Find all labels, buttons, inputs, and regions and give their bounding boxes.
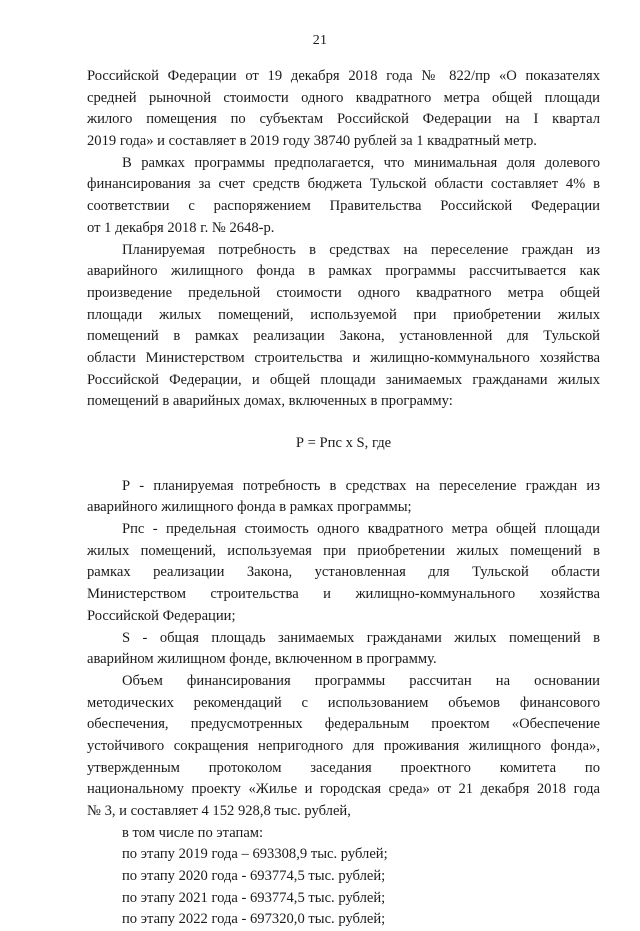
- text-line: Российской Федерации от 19 декабря 2018 года № 822/пр «О показателях: [87, 68, 600, 84]
- text-line: S - общая площадь занимаемых гражданами жилых помещений в: [122, 629, 600, 646]
- text-line: Объем финансирования программы рассчитан на основании: [122, 672, 600, 689]
- text-line: помещений в аварийных домах, включенных в программу:: [87, 393, 453, 410]
- document-body: [87, 66, 600, 931]
- text-line: Министерством строительства и жилищно-коммунального хозяйства: [87, 586, 600, 603]
- definition-rps: [87, 519, 600, 627]
- text-line: жилого помещения по субъектам Российской Федерации на I квартал: [87, 111, 600, 128]
- text-line: средней рыночной стоимости одного квадратного метра общей площади: [87, 89, 600, 106]
- text-line: аварийном жилищном фонде, включенном в программу.: [87, 651, 437, 668]
- paragraph-cofinancing-share: [87, 153, 600, 240]
- definition-s: [87, 628, 600, 671]
- stages-intro: в том числе по этапам:: [122, 824, 264, 841]
- text-line: финансирования за счет средств бюджета Тульской области составляет 4% в: [87, 176, 600, 193]
- text-line: Р - планируемая потребность в средствах на переселение граждан из: [122, 477, 600, 494]
- stages-list: [87, 823, 600, 931]
- text-line: площади жилых помещений, используемой при приобретении жилых: [87, 306, 600, 323]
- stage-item: по этапу 2019 года – 693308,9 тыс. рублей;: [122, 846, 388, 863]
- text-line: Российской Федерации, и общей площади занимаемых гражданами жилых: [87, 371, 600, 388]
- text-line: Планируемая потребность в средствах на переселение граждан из: [122, 241, 600, 258]
- paragraph-price-reference: [87, 66, 600, 153]
- stage-item: по этапу 2022 года - 697320,0 тыс. рублей;: [122, 911, 386, 928]
- text-line: обеспечения, предусмотренных федеральным проектом «Обеспечение: [87, 716, 600, 733]
- page-number: 21: [312, 33, 328, 48]
- text-line: национальному проекту «Жилье и городская среда» от 21 декабря 2018 года: [87, 781, 600, 798]
- text-line: Рпс - предельная стоимость одного квадратного метра общей площади: [122, 521, 600, 538]
- text-line: методических рекомендаций с использованием объемов финансового: [87, 694, 600, 711]
- paragraph-planned-need: [87, 240, 600, 414]
- text-line: рамках реализации Закона, установленная для Тульской области: [87, 564, 600, 581]
- text-line: аварийного жилищного фонда в рамках программы рассчитывается как: [87, 263, 600, 280]
- text-line: соответствии с распоряжением Правительства Российской Федерации: [87, 198, 600, 215]
- definition-p: [87, 476, 600, 519]
- text-line: утвержденным протоколом заседания проектного комитета по: [87, 759, 600, 776]
- text-line: области Министерством строительства и жилищно-коммунального хозяйства: [87, 349, 600, 366]
- text-line: жилых помещений, используемая при приобретении жилых помещений в: [87, 542, 600, 559]
- stage-item: по этапу 2021 года - 693774,5 тыс. рублей;: [122, 889, 386, 906]
- formula: Р = Рпс х S, где: [295, 435, 392, 451]
- paragraph-funding-volume: [87, 671, 600, 823]
- text-line: 2019 года» и составляет в 2019 году 38740 рублей за 1 квадратный метр.: [87, 133, 537, 150]
- text-line: № 3, и составляет 4 152 928,8 тыс. рублей,: [87, 803, 351, 819]
- text-line: В рамках программы предполагается, что минимальная доля долевого: [122, 154, 600, 171]
- text-line: произведение предельной стоимости одного квадратного метра общей: [87, 284, 600, 301]
- stage-item: по этапу 2020 года - 693774,5 тыс. рублей;: [122, 868, 386, 885]
- text-line: от 1 декабря 2018 г. № 2648-р.: [87, 219, 275, 236]
- text-line: аварийного жилищного фонда в рамках программы;: [87, 499, 412, 516]
- text-line: устойчивого сокращения непригодного для проживания жилищного фонда»,: [87, 737, 600, 754]
- text-line: помещений в рамках реализации Закона, установленной для Тульской: [87, 328, 600, 345]
- text-line: Российской Федерации;: [87, 607, 236, 624]
